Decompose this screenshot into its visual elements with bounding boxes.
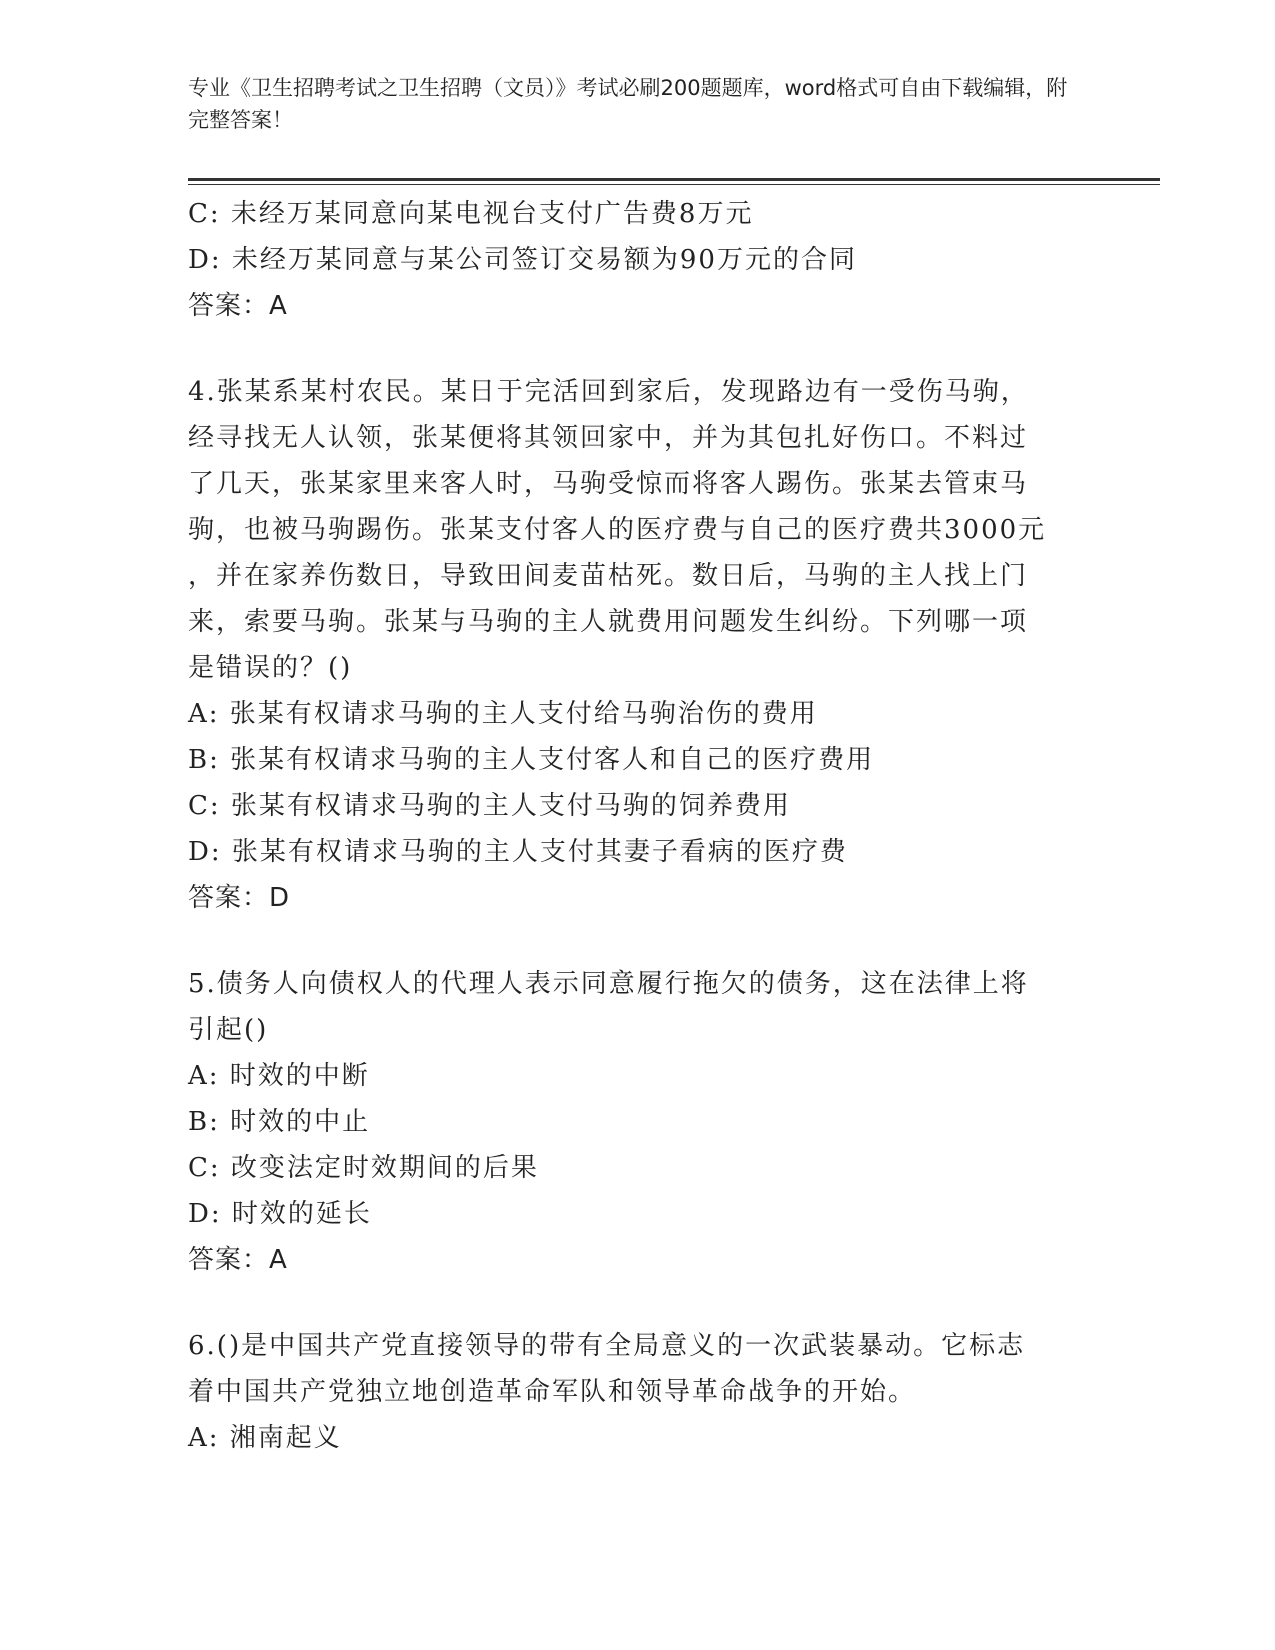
question-stem-line: 6.()是中国共产党直接领导的带有全局意义的一次武装暴动。它标志 <box>188 1331 1026 1361</box>
question-4 <box>188 369 1088 921</box>
option-c: C: 未经万某同意向某电视台支付广告费8万元 <box>188 199 754 229</box>
option-a: A: 张某有权请求马驹的主人支付给马驹治伤的费用 <box>188 699 818 729</box>
question-stem-line: ，并在家养伤数日，导致田间麦苗枯死。数日后，马驹的主人找上门 <box>188 561 1029 591</box>
option-d: D: 时效的延长 <box>188 1199 372 1229</box>
header-rule-thick <box>188 178 1160 181</box>
header-rule-thin <box>188 184 1160 185</box>
question-stem-line: 了几天，张某家里来客人时，马驹受惊而将客人踢伤。张某去管束马 <box>188 469 1029 499</box>
question-stem-line: 是错误的？() <box>188 653 353 683</box>
question-3-tail <box>188 191 1088 329</box>
option-b: B: 时效的中止 <box>188 1107 371 1137</box>
option-b: B: 张某有权请求马驹的主人支付客人和自己的医疗费用 <box>188 745 875 775</box>
option-c: C: 张某有权请求马驹的主人支付马驹的饲养费用 <box>188 791 791 821</box>
question-content <box>188 191 1088 1461</box>
question-stem-line: 引起() <box>188 1015 269 1045</box>
document-header: 专业《卫生招聘考试之卫生招聘（文员）》考试必刷200题题库，word格式可自由下载编辑，附完整答案！ <box>188 76 1068 132</box>
answer-label: 答案：A <box>188 291 288 321</box>
option-d: D: 未经万某同意与某公司签订交易额为90万元的合同 <box>188 245 857 275</box>
option-c: C: 改变法定时效期间的后果 <box>188 1153 539 1183</box>
option-d: D: 张某有权请求马驹的主人支付其妻子看病的医疗费 <box>188 837 848 867</box>
option-a: A: 时效的中断 <box>188 1061 370 1091</box>
question-stem-line: 来，索要马驹。张某与马驹的主人就费用问题发生纠纷。下列哪一项 <box>188 607 1029 637</box>
question-5 <box>188 961 1088 1283</box>
question-stem-line: 5.债务人向债权人的代理人表示同意履行拖欠的债务，这在法律上将 <box>188 969 1029 999</box>
question-stem-line: 着中国共产党独立地创造革命军队和领导革命战争的开始。 <box>188 1377 917 1407</box>
question-stem-line: 经寻找无人认领，张某便将其领回家中，并为其包扎好伤口。不料过 <box>188 423 1029 453</box>
question-stem-line: 驹，也被马驹踢伤。张某支付客人的医疗费与自己的医疗费共3000元 <box>188 515 1047 545</box>
question-6 <box>188 1323 1088 1461</box>
question-stem-line: 4.张某系某村农民。某日于完活回到家后，发现路边有一受伤马驹， <box>188 377 1029 407</box>
option-a: A: 湘南起义 <box>188 1423 342 1453</box>
answer-label: 答案：A <box>188 1245 288 1275</box>
answer-label: 答案：D <box>188 883 291 913</box>
